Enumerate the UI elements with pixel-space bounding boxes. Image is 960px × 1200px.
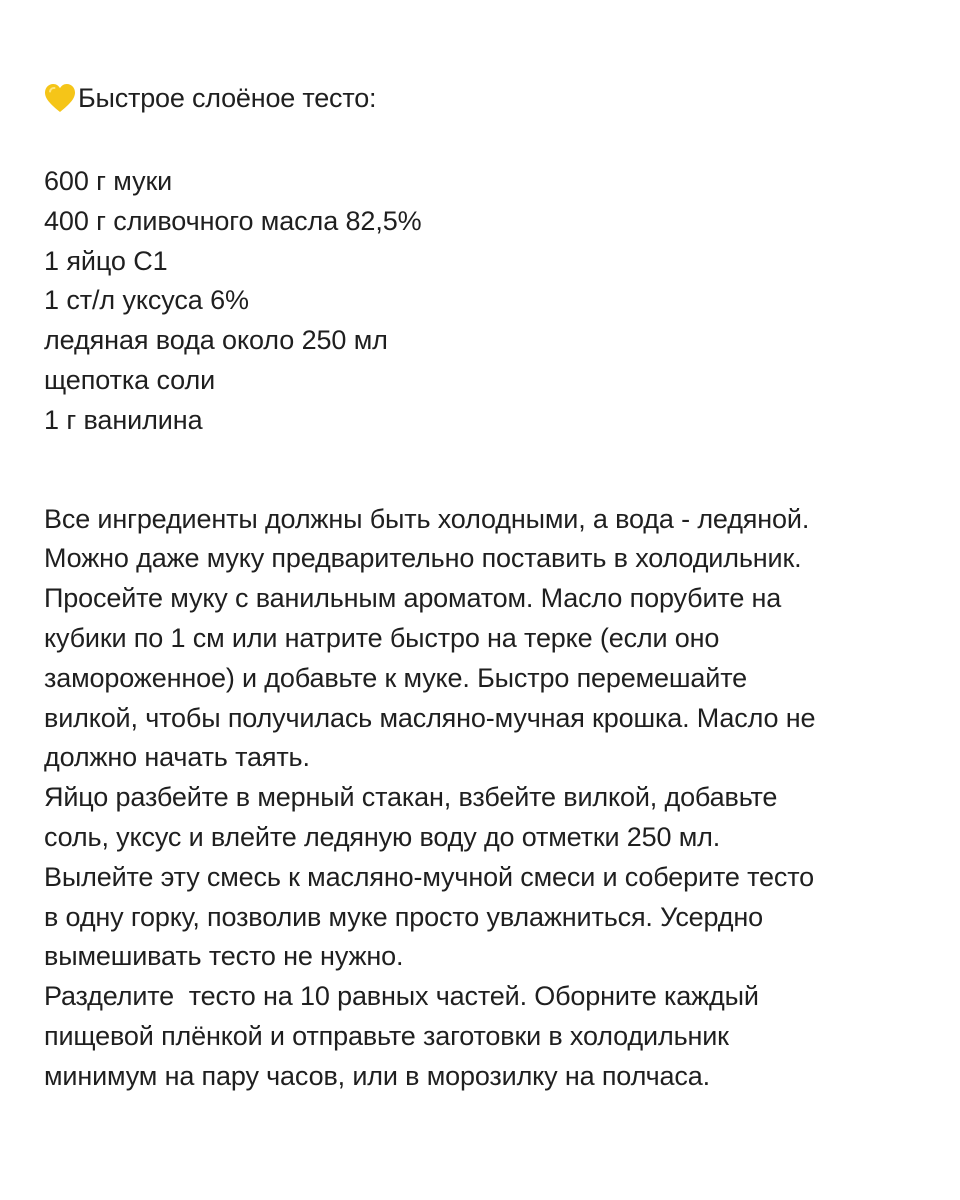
instruction-line: Можно даже муку предварительно поставить в холодильник. [44, 543, 802, 574]
yellow-heart-icon [44, 83, 76, 113]
ingredient-item: 600 г муки [44, 166, 173, 196]
recipe-title-row [44, 78, 924, 118]
instruction-line: вилкой, чтобы получилась масляно-мучная крошка. Масло не [44, 702, 816, 733]
instruction-line: Разделите тесто на 10 равных частей. Оборните каждый [44, 981, 759, 1012]
ingredient-list [44, 162, 924, 441]
ingredient-item: 1 г ванилина [44, 404, 203, 435]
instruction-line: должно начать таять. [44, 742, 310, 773]
instructions-text [44, 500, 924, 1097]
instruction-line: пищевой плёнкой и отправьте заготовки в холодильник [44, 1020, 729, 1051]
recipe-title: Быстрое слоёное тесто: [78, 82, 377, 113]
ingredient-item: 400 г сливочного масла 82,5% [44, 205, 422, 236]
instruction-line: Вылейте эту смесь к масляно-мучной смеси и соберите тесто [44, 861, 815, 892]
recipe-post [44, 78, 924, 1097]
ingredient-item: ледяная вода около 250 мл [44, 325, 388, 356]
ingredient-item: 1 ст/л уксуса 6% [44, 285, 249, 316]
instruction-line: минимум на пару часов, или в морозилку на полчаса. [44, 1060, 710, 1091]
instruction-line: соль, уксус и влейте ледяную воду до отметки 250 мл. [44, 821, 721, 852]
instruction-line: в одну горку, позволив муке просто увлажниться. Усердно [44, 901, 764, 932]
instruction-line: кубики по 1 см или натрите быстро на терке (если оно [44, 622, 720, 653]
instruction-line: замороженное) и добавьте к муке. Быстро перемешайте [44, 662, 747, 693]
instruction-line: Яйцо разбейте в мерный стакан, взбейте вилкой, добавьте [44, 782, 778, 813]
instruction-line: Просейте муку с ванильным ароматом. Масло порубите на [44, 583, 782, 614]
ingredient-item: щепотка соли [44, 364, 216, 395]
instruction-line: Все ингредиенты должны быть холодными, а вода - ледяной. [44, 503, 810, 534]
ingredient-item: 1 яйцо С1 [44, 245, 168, 276]
instruction-line: вымешивать тесто не нужно. [44, 941, 404, 972]
